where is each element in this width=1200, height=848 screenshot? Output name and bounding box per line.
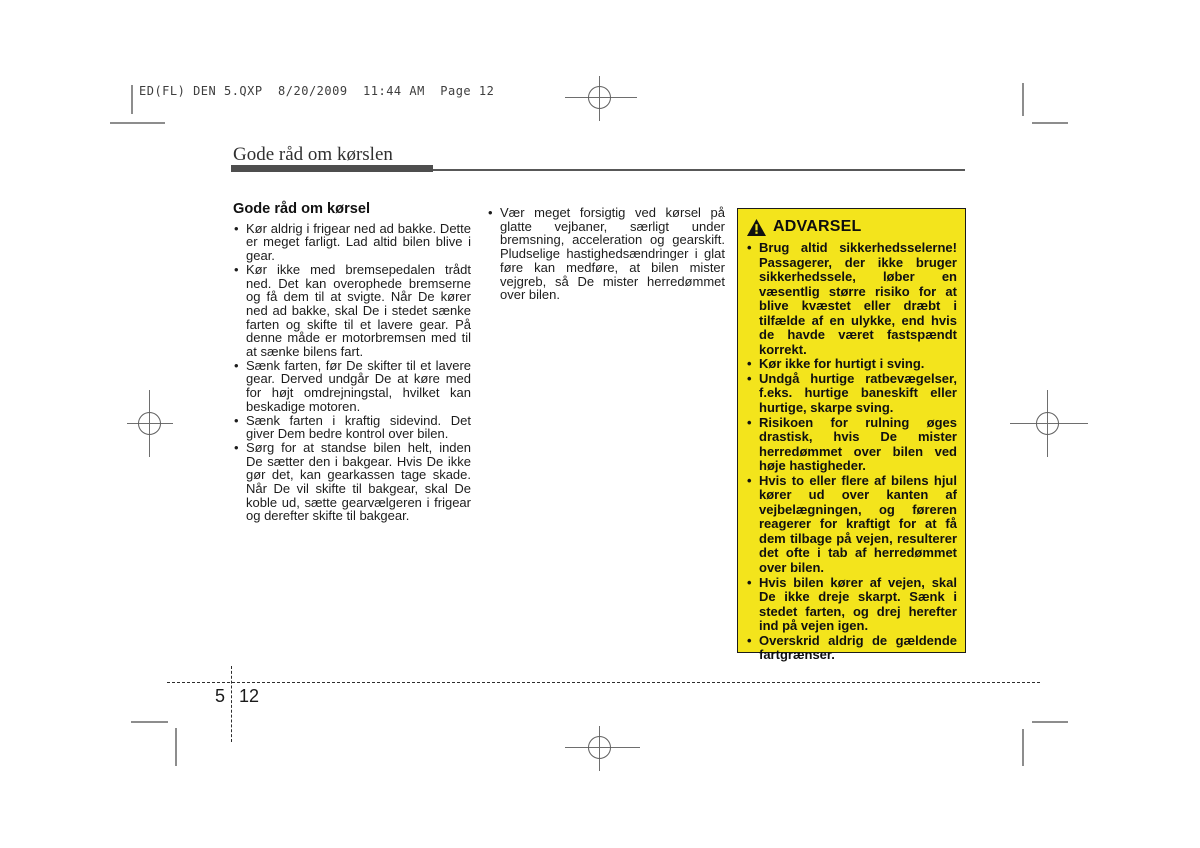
folio-page-number: 12: [239, 686, 260, 706]
running-head-rule: [433, 169, 965, 171]
running-head-bar: [231, 165, 433, 172]
bullet-text: Sænk farten, før De skifter til et lavere gear. Derved undgår De at køre med for højt omdrejningstal, hvilket kan beskadige motoren.: [246, 357, 471, 414]
crop-mark-top-left-vertical: [131, 85, 133, 114]
bullet-text: Risikoen for rulning øges drastisk, hvis De mister herredømmet over bilen ved høje hastigheder.: [759, 414, 957, 474]
bullet-text: Vær meget forsigtig ved kørsel på glatte vejbaner, særligt under bremsning, acceleration og gearskift. Pludselige hastighedsændringer i glat føre kan medføre, at bilen mister vejgreb, så De mister herredømmet over bilen.: [500, 205, 725, 303]
bullet-text: Hvis to eller flere af bilens hjul kører ud over kanten af vejbelægningen, og føreren reagerer for kraftigt for at få dem tilbage på vejen, resulterer det ofte i tab af herredømmet over bilen.: [759, 472, 957, 576]
warning-bullet-list: [746, 241, 957, 663]
warning-title: ADVARSEL: [773, 218, 862, 235]
footer-dashed-rule: [167, 682, 1040, 683]
list-item: [746, 357, 957, 372]
list-item: [746, 576, 957, 634]
list-item: [233, 359, 471, 414]
section-heading: Gode råd om kørsel: [233, 201, 371, 217]
bullet-list: [487, 206, 725, 302]
print-slug-line: ED(FL) DEN 5.QXP 8/20/2009 11:44 AM Page 12: [139, 84, 495, 98]
bullet-text: Overskrid aldrig de gældende fartgrænser.: [759, 632, 957, 663]
list-item: [746, 241, 957, 357]
list-item: [746, 634, 957, 663]
list-item: [233, 441, 471, 523]
list-item: [487, 206, 725, 302]
bullet-text: Undgå hurtige ratbevægelser, f.eks. hurtige baneskift eller hurtige, skarpe sving.: [759, 370, 957, 416]
bullet-text: Sænk farten i kraftig sidevind. Det giver Dem bedre kontrol over bilen.: [246, 412, 471, 442]
text-column-1: [233, 203, 471, 523]
list-item: [233, 414, 471, 441]
footer-dashed-divider: [231, 666, 232, 742]
bullet-text: Brug altid sikkerhedsselerne! Passagerer, der ikke bruger sikkerhedssele, løber en væsentlig større risiko for at blive kvæstet eller dræbt i tilfælde af en ulykke, end hvis de havde været fastspændt korrekt.: [759, 240, 957, 357]
folio-section-number: 5: [214, 686, 225, 706]
crop-mark-top-right-horizontal: [1032, 122, 1068, 124]
crop-mark-bottom-left-vertical: [175, 728, 177, 766]
list-item: [746, 416, 957, 474]
warning-box: [737, 208, 966, 663]
crop-mark-top-left-horizontal: [110, 122, 165, 124]
crop-mark-top-right-vertical: [1022, 83, 1024, 116]
list-item: [746, 372, 957, 416]
bullet-text: Kør ikke med bremsepedalen trådt ned. Det kan overophede bremserne og få dem til at svigte. Når De kører ned ad bakke, skal De i stedet sænke farten og skifte til et lavere gear. På denne måde er motorbremsen med til at sænke bilens fart.: [246, 261, 471, 360]
bullet-text: Sørg for at standse bilen helt, inden De sætter den i bakgear. Hvis De ikke gør det, kan gearkassen tage skade. Når De vil skifte til bakgear, skal De koble ud, sætte gearvælgeren i frigear og derefter skifte til bakgear.: [246, 439, 471, 524]
list-item: [746, 474, 957, 576]
bullet-text: Kør aldrig i frigear ned ad bakke. Dette er meget farligt. Lad altid bilen blive i gear.: [246, 220, 471, 264]
crop-mark-bottom-right-vertical: [1022, 729, 1024, 766]
running-head: Gode råd om kørslen: [233, 144, 393, 165]
bullet-list: [233, 222, 471, 523]
text-column-2: [487, 206, 725, 302]
warning-triangle-icon: [747, 219, 766, 236]
crop-mark-bottom-right-horizontal: [1032, 721, 1068, 723]
list-item: [233, 263, 471, 359]
bullet-text: Hvis bilen kører af vejen, skal De ikke dreje skarpt. Sænk i stedet farten, og drej herefter ind på vejen igen.: [759, 574, 957, 634]
crop-mark-bottom-left-horizontal: [131, 721, 168, 723]
list-item: [233, 222, 471, 263]
warning-title-row: [747, 218, 957, 236]
bullet-text: Kør ikke for hurtigt i sving.: [759, 356, 925, 372]
